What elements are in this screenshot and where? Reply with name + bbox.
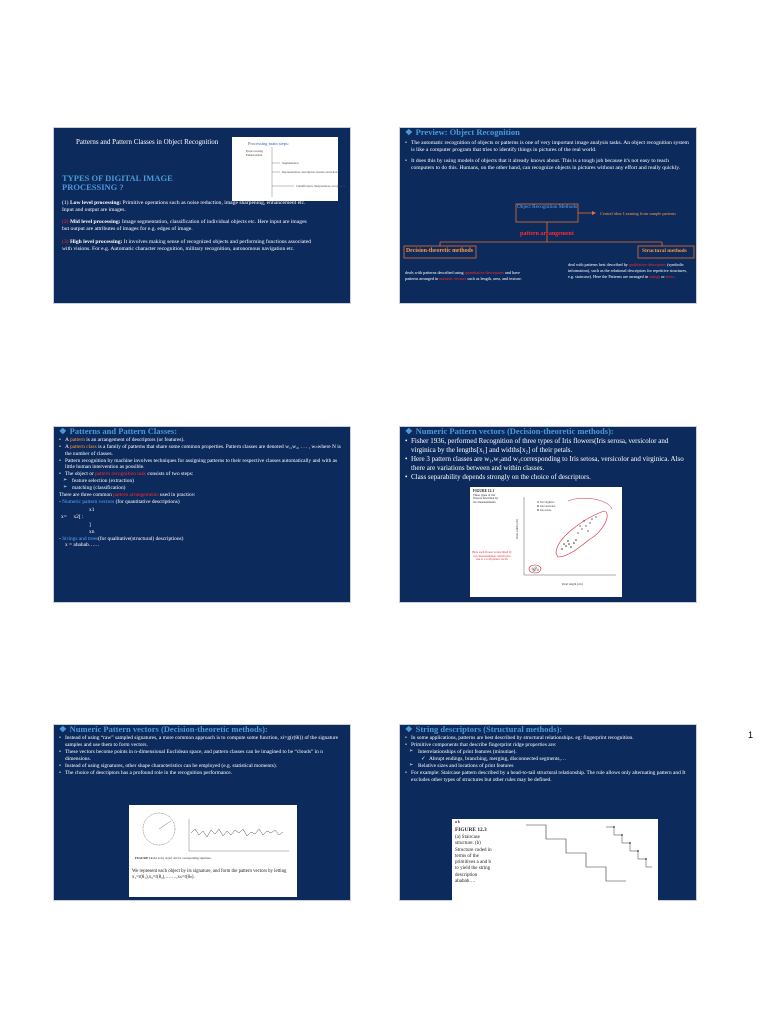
diamond-bullet-icon: ❖ (59, 724, 67, 734)
item-text: Image segmentation, classification of individual objects etc. Here input are images but output are attributes of images for e.g. edges of image. (62, 219, 307, 233)
desc-highlight: trees (665, 273, 674, 279)
staircase-figure (452, 819, 658, 901)
item-label: High level processing: (69, 238, 123, 245)
slide-preview-object-recognition (399, 127, 697, 304)
bullet-list (405, 437, 691, 482)
text: is a family of patterns that share some common properties. Pattern classes are denoted w₁,w₂, . . . , wₙwhere N is the number of classes. (65, 443, 341, 457)
pattern-arrangement-label: pattern arrangement (520, 231, 574, 237)
text: consists of two steps: (146, 471, 194, 478)
sub-bullet: ➢ matching (classification) (59, 485, 345, 492)
structural-methods-label: Structural methods (642, 248, 687, 254)
setosa-cluster (532, 567, 538, 571)
string-example: x = ababab…… (65, 542, 100, 549)
processing-list (62, 200, 312, 253)
legend-label: Iris virginica (540, 501, 555, 504)
dash-item: - Strings and trees(for qualitative(structural) descriptions) (59, 535, 184, 542)
figure-caption: (a) Staircase structure. (b) Structure coded in terms of the primitives a and b to yield the string description ababab…. (455, 835, 492, 884)
text: A (65, 443, 70, 450)
text: (for quantitative descriptions) (114, 498, 180, 505)
signature-plot (129, 805, 297, 867)
vector-row: x= x2[ : (61, 513, 84, 520)
sub-bullet: ➢ Relative sizes and locations of print features (405, 763, 692, 770)
figure-label: FIGURE 12.1 (473, 489, 495, 493)
item-label: Mid level processing: (69, 219, 121, 226)
desc-text: deals with patterns described using (405, 270, 465, 275)
highlight: Strings and trees (62, 535, 99, 542)
signature-curve (191, 829, 283, 837)
slide-body (59, 437, 345, 549)
staircase-structure (526, 825, 626, 881)
bullet-item (59, 437, 345, 444)
text: is an arrangement of descriptors (or features). (84, 437, 185, 443)
figure-note: We represent each object by its signature, and form the pattern vectors by letting x₁=r(θ₁),x₂=r(θ₂),…….,xₙ=r(θₙ). (132, 869, 287, 880)
x-axis-label: Petal length (cm) (562, 582, 583, 586)
text: There are three common (59, 491, 114, 498)
pattern-vector (59, 506, 345, 536)
iris-scatter-plot (512, 491, 620, 591)
slide-title (59, 725, 268, 734)
legend-marker (537, 501, 539, 503)
diamond-bullet-icon: ❖ (405, 127, 413, 137)
figure-label: FIGURE 12.2 (135, 856, 155, 860)
bullet-list (405, 140, 690, 173)
desc-text: or (660, 273, 666, 279)
structural-description (568, 262, 694, 280)
text-line (59, 492, 345, 499)
bullet-item: • Fisher 1936, performed Recognition of three types of Iris flowers(Iris serosa, versicolor and virginica by the lengths[x₁] and widths[x₂] of their petals. (405, 437, 691, 455)
item-label: Low level processing: (69, 200, 122, 206)
staircase-coded (606, 827, 652, 867)
desc-text: . (673, 273, 675, 279)
class-outline (568, 498, 612, 509)
iris-scatter-figure (470, 487, 622, 597)
bullet-item: • Here 3 pattern classes are w₁,w₂and w₃corresponding to Iris setosa, versicolor and virginica. Also there are variations between and within classes. (405, 455, 691, 473)
slide-title (405, 128, 520, 137)
versicolor-cluster (561, 539, 577, 550)
desc-highlight: qualitative descriptors (628, 262, 667, 267)
figure-ab: a b (455, 820, 460, 824)
text: A (65, 437, 70, 443)
decision-theoretic-description (405, 270, 525, 282)
methods-box-label: Object Recognition Methods (517, 204, 577, 210)
y-axis-label: Petal width (cm) (515, 519, 519, 539)
diamond-bullet-icon: ❖ (59, 426, 67, 436)
figure-caption: Three types of iris flowers described by two measurements. (473, 493, 498, 504)
vector-row: x1 (89, 506, 95, 513)
diagram-top-label: Processing main steps: (248, 141, 289, 146)
slide-title (405, 427, 614, 436)
diagram-step-1: Preprocessing (246, 149, 263, 153)
text: The object or (65, 471, 96, 478)
diagram-step-5: Classification, interpretation, recognition (296, 184, 346, 188)
legend-label: Iris versicolor (540, 505, 556, 508)
bullet-item: • The choice of descriptors has a profound role in the recognition performance. (59, 770, 344, 777)
vector-row: ] (89, 521, 91, 528)
slide-title: Patterns and Pattern Classes in Object Recognition (76, 138, 219, 146)
desc-text: and have patterns arranged in (405, 270, 520, 281)
bullet-list (59, 735, 344, 777)
signature-figure (129, 805, 297, 897)
bullet-item: • For example: Staircase pattern described by a head-to-tail structural relationship. The rule allows only alternating pattern and It excludes other types of structures but other rules may be defined. (405, 770, 692, 784)
vector-row: xn (89, 528, 95, 535)
diagram-step-3: Segmentation (282, 161, 299, 165)
desc-text: such as length, area, and texture. (466, 275, 522, 281)
slide-types-of-image-processing (53, 127, 351, 304)
desc-text: (symbolic information), such as the relational descriptors for repetitive structures, e.g. staircase). Here the Patterns are arranged in (568, 262, 688, 279)
slide-title-text: Numeric Pattern vectors (Decision-theoretic methods): (415, 426, 614, 436)
slide-title-text: Patterns and Pattern Classes: (69, 426, 178, 436)
text: used in practice: (158, 491, 196, 498)
slide-title-text: Numeric Pattern vectors (Decision-theoretic methods): (69, 724, 268, 734)
figure-caption: A noisy object and its corresponding signature. (155, 856, 212, 860)
desc-text: deal with patterns best described by (568, 262, 629, 267)
desc-highlight: strings (649, 273, 661, 279)
section-heading: TYPES OF DIGITAL IMAGE PROCESSING ? (62, 173, 173, 193)
bullet-item: • Pattern recognition by machine involves techniques for assigning patterns to their respective classes automatically and with as little human intervention as possible. (59, 458, 345, 472)
diagram-step-4: Representation, description, feature extraction (282, 170, 338, 174)
slide-string-descriptors (399, 724, 697, 901)
legend-marker (537, 505, 539, 507)
bullet-item: • Instead of using “raw” sampled signatures, a more common approach is to compute some function, xi=g(r(θi)) of the signature samples and use them to form vectors. (59, 735, 344, 749)
bullet-item: • Instead of using signatures, other shape characteristics can be employed (e.g. statistical moments). (59, 763, 344, 770)
highlight: pattern recognition task (95, 471, 146, 478)
text: (for qualitative(structural) descriptions) (98, 535, 184, 542)
diamond-bullet-icon: ❖ (405, 426, 413, 436)
arrow-icon (592, 211, 596, 215)
central-idea-label: Central idea: Learning from sample patterns (600, 211, 677, 216)
slide-title-text: Preview: Object Recognition (415, 127, 520, 137)
decision-theoretic-label: Decision-theoretic methods (406, 248, 474, 254)
highlight: pattern class (69, 443, 97, 450)
diagram-step-2: Enhancement (246, 153, 263, 157)
class-outline (556, 511, 607, 557)
item-text: It involves making sense of recognized objects and performing functions associated with visions. For e.g. Automatic character recognition, military recognition, autonomous navigation etc. (62, 238, 312, 252)
bullet-item: • Primitive components that describe fingerprint ridge properties are: (405, 742, 692, 749)
slide-numeric-pattern-vectors-signature (53, 724, 351, 901)
bullet-item (59, 444, 345, 458)
legend-label: Iris setosa (540, 509, 552, 512)
item-text: Primitive operations such as noise reduction, image sharpening, enhancement etc. Input and output are images. (62, 200, 306, 214)
desc-highlight: quantitative descriptors (464, 270, 504, 275)
processing-steps-svg (232, 137, 346, 201)
highlight: Numeric pattern vectors (62, 498, 115, 505)
slide-numeric-pattern-vectors-iris (399, 426, 697, 603)
legend-marker (537, 509, 539, 511)
sub-bullet: ➢ Interrelationships of print features (minutiae). (405, 749, 692, 756)
bullet-item: • It does this by using models of objects that it already knows about. This is a tough job because it's not easy to teach computers to do this. Humans, on the other hand, can recognize objects in pictures without any effort and really quickly. (405, 158, 690, 172)
figure-note: Here each flower is described by two measurements, which give rise to a 2-D pattern vector (472, 550, 512, 562)
slide-title (405, 725, 562, 734)
item-number: (1) (62, 200, 69, 206)
bullet-item: • In some applications, patterns are best described by structural relationships. eg: fingerprint recognition. (405, 735, 692, 742)
staircase-diagram (496, 821, 656, 899)
slide-title-text: String descriptors (Structural methods): (415, 724, 563, 734)
desc-highlight: numeric vectors (439, 275, 467, 281)
diamond-bullet-icon: ❖ (405, 724, 413, 734)
slide-title (59, 427, 177, 436)
check-item: ✓ Abrupt endings, branching, merging, disconnected segments,… (405, 756, 692, 763)
sub-bullet: ➢ feature selection (extraction) (59, 478, 345, 485)
slide-patterns-and-pattern-classes (53, 426, 351, 603)
processing-steps-diagram (232, 137, 346, 201)
primitive-marks (613, 826, 647, 860)
slide-body (405, 735, 692, 784)
list-item-low (62, 200, 312, 214)
legend (537, 501, 555, 512)
bullet-item: • These vectors become points in n-dimensional Euclidean space, and pattern classes can be imagined to be “clouds” in n dimensions. (59, 749, 344, 763)
item-number: (3) (62, 238, 69, 245)
list-item-mid (62, 219, 312, 233)
list-item-high (62, 239, 312, 253)
bullet-item: • The automatic recognition of objects or patterns is one of very important image analysis tasks. An object recognition system is like a computer program that tries to identify things in pictures of the real world. (405, 140, 690, 154)
item-number: (2) (62, 219, 69, 226)
dash-item: - Numeric pattern vectors (for quantitative descriptions) (59, 498, 180, 505)
page-number: 1 (748, 730, 754, 740)
bullet-item: • Class separability depends strongly on the choice of descriptors. (405, 473, 691, 482)
highlight: pattern arrangements (113, 491, 159, 498)
highlight: pattern (69, 437, 85, 443)
figure-label: FIGURE 12.3 (455, 827, 487, 833)
